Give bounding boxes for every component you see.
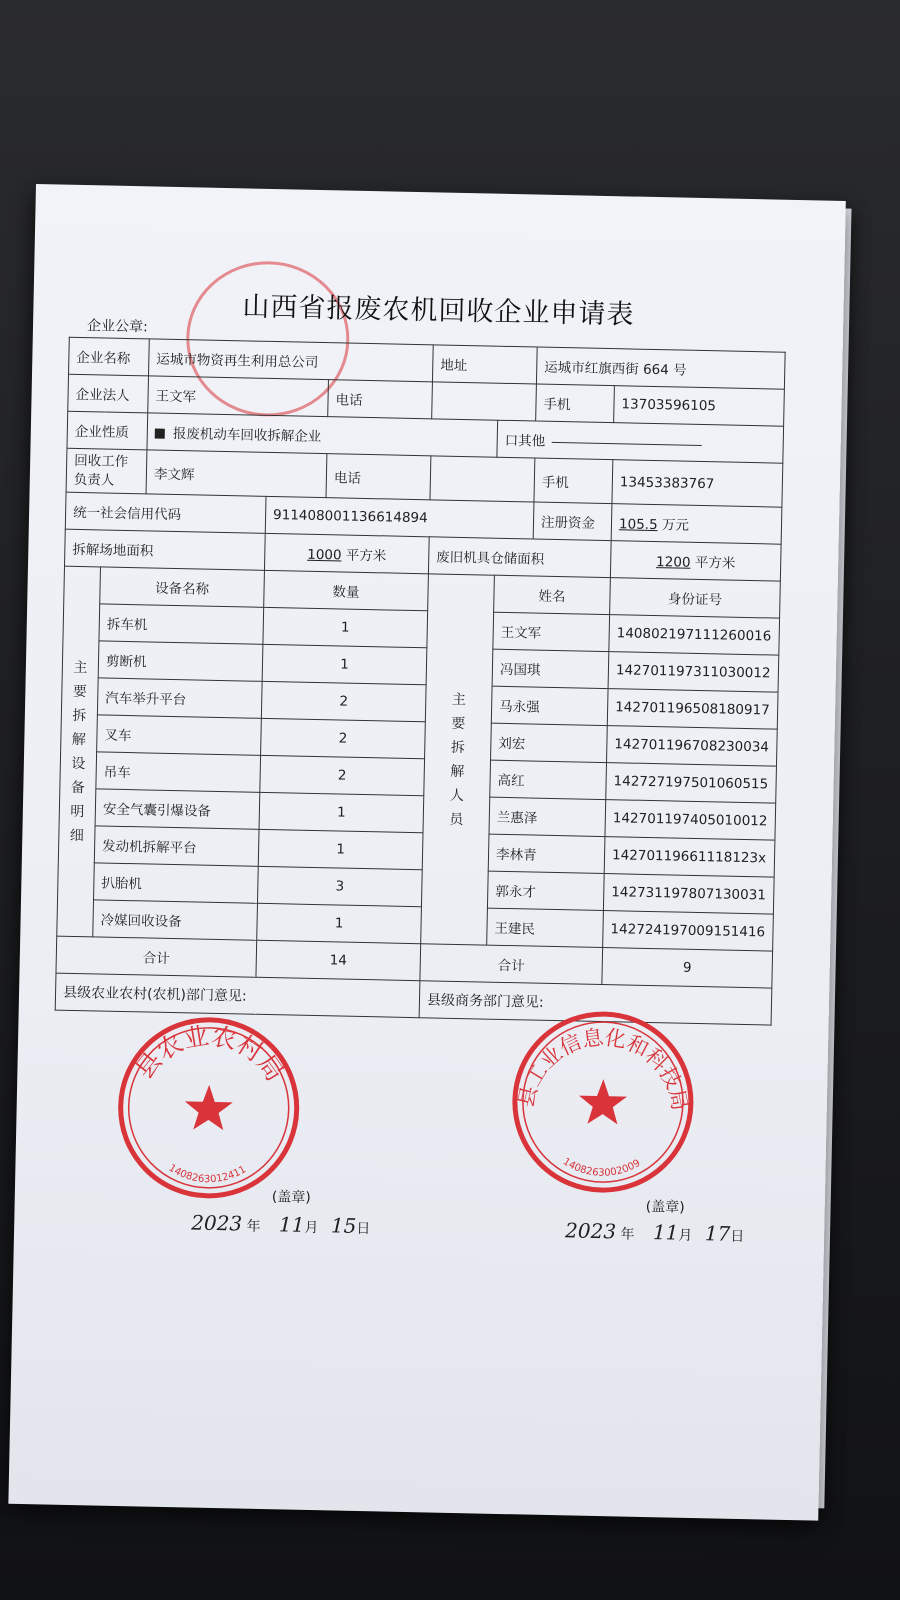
svg-text:县工业信息化和科技局: 县工业信息化和科技局 bbox=[513, 1025, 692, 1113]
personnel-name-cell: 刘宏 bbox=[491, 723, 608, 762]
equipment-qty-cell: 1 bbox=[263, 607, 428, 647]
leader-phone-value bbox=[430, 456, 535, 502]
agri-official-seal bbox=[112, 1011, 306, 1205]
capital-label: 注册资金 bbox=[533, 502, 612, 541]
personnel-name-cell: 王文军 bbox=[493, 612, 610, 651]
application-form-sheet bbox=[8, 184, 845, 1521]
other-blank-line bbox=[551, 441, 701, 445]
equipment-qty-cell: 1 bbox=[259, 792, 424, 832]
personnel-id-cell: 142724197009151416 bbox=[603, 911, 774, 952]
legal-person-value: 王文军 bbox=[148, 376, 329, 417]
nature-other-text: 口其他 bbox=[504, 432, 546, 450]
personnel-id-cell: 14270119661118123x bbox=[604, 837, 775, 878]
leader-mobile-label: 手机 bbox=[534, 458, 613, 504]
legal-mobile-label: 手机 bbox=[536, 384, 615, 423]
address-value: 运城市红旗西街 664 号 bbox=[536, 347, 785, 389]
agri-opinion-label: 县级农业农村(农机)部门意见: bbox=[62, 984, 247, 1005]
personnel-id-cell: 142701197311030012 bbox=[608, 652, 779, 693]
personnel-name-cell: 冯国琪 bbox=[492, 649, 609, 688]
equipment-qty-cell: 2 bbox=[260, 755, 425, 795]
legal-phone-label: 电话 bbox=[328, 380, 433, 419]
personnel-name-cell: 郭永才 bbox=[487, 871, 604, 910]
equipment-qty-cell: 2 bbox=[261, 681, 426, 721]
site-area-label: 拆解场地面积 bbox=[65, 529, 266, 570]
application-table bbox=[55, 337, 786, 1246]
address-label: 地址 bbox=[432, 345, 537, 384]
site-area-value: 1000 平方米 bbox=[264, 533, 429, 573]
equipment-name-cell: 扒胎机 bbox=[94, 863, 259, 903]
credit-code-value: 911408001136614894 bbox=[265, 496, 534, 539]
company-name-label: 企业名称 bbox=[69, 337, 150, 376]
nature-other-option bbox=[497, 420, 784, 463]
agri-stamp-note: (盖章) bbox=[271, 1189, 311, 1206]
equipment-section-label: 主 要 拆 解 设 备 明 细 bbox=[57, 566, 101, 937]
nature-checked-text: 报废机动车回收拆解企业 bbox=[172, 425, 322, 446]
storage-area-label: 废旧机具仓储面积 bbox=[428, 537, 611, 578]
equipment-total-value: 14 bbox=[256, 940, 421, 980]
equipment-name-cell: 汽车举升平台 bbox=[97, 678, 262, 718]
personnel-total-label: 合计 bbox=[420, 944, 603, 985]
commerce-stamp-note: (盖章) bbox=[645, 1198, 685, 1216]
leader-mobile-value: 13453383767 bbox=[612, 460, 783, 508]
personnel-id-header: 身份证号 bbox=[610, 578, 781, 619]
personnel-id-cell: 142731197807130031 bbox=[603, 874, 774, 915]
legal-mobile-value: 13703596105 bbox=[614, 386, 785, 427]
equipment-name-cell: 吊车 bbox=[96, 752, 261, 792]
equipment-name-cell: 剪断机 bbox=[98, 641, 263, 681]
credit-code-label: 统一社会信用代码 bbox=[65, 492, 266, 533]
legal-phone-value bbox=[432, 382, 537, 421]
commerce-opinion-label: 县级商务部门意见: bbox=[426, 992, 544, 1011]
personnel-id-cell: 142701196708230034 bbox=[607, 726, 778, 767]
equipment-name-cell: 发动机拆解平台 bbox=[94, 826, 259, 866]
personnel-id-cell: 142701197405010012 bbox=[605, 800, 776, 841]
equipment-name-cell: 安全气囊引爆设备 bbox=[95, 789, 260, 829]
commerce-opinion-cell bbox=[419, 981, 772, 1246]
equipment-qty-cell: 3 bbox=[257, 866, 422, 906]
leader-phone-label: 电话 bbox=[326, 454, 431, 500]
personnel-name-cell: 王建民 bbox=[487, 908, 604, 947]
personnel-total-value: 9 bbox=[602, 948, 773, 989]
equipment-qty-cell: 1 bbox=[262, 644, 427, 684]
equipment-qty-header: 数量 bbox=[264, 570, 429, 610]
personnel-name-cell: 李林青 bbox=[488, 834, 605, 873]
agri-date: 2023 年 11月 15日 bbox=[191, 1210, 371, 1238]
equipment-name-header: 设备名称 bbox=[100, 567, 265, 607]
form-title: 山西省报废农机回收企业申请表 bbox=[242, 291, 635, 331]
svg-text:1408263002009: 1408263002009 bbox=[560, 1156, 643, 1179]
commerce-date: 2023 年 11月 17日 bbox=[564, 1218, 745, 1246]
equipment-qty-cell: 1 bbox=[257, 903, 422, 943]
agri-opinion-cell bbox=[55, 973, 420, 1238]
storage-area-value: 1200 平方米 bbox=[610, 541, 781, 582]
equipment-name-cell: 冷媒回收设备 bbox=[93, 900, 258, 940]
personnel-name-cell: 马永强 bbox=[491, 686, 608, 725]
legal-person-label: 企业法人 bbox=[68, 374, 149, 413]
commerce-official-seal bbox=[506, 1005, 700, 1199]
personnel-id-cell: 142727197501060515 bbox=[606, 763, 777, 804]
company-name-value: 运城市物资再生利用总公司 bbox=[149, 339, 434, 382]
capital-value: 105.5 万元 bbox=[611, 504, 782, 545]
recycle-leader-label: 回收工作 负责人 bbox=[66, 448, 147, 494]
equipment-name-cell: 拆车机 bbox=[99, 604, 264, 644]
personnel-name-cell: 兰惠泽 bbox=[489, 797, 606, 836]
svg-text:1408263012411: 1408263012411 bbox=[166, 1162, 249, 1186]
checked-box-icon bbox=[155, 429, 165, 439]
equipment-qty-cell: 1 bbox=[258, 829, 423, 869]
recycle-leader-value: 李文辉 bbox=[146, 450, 327, 498]
equipment-qty-cell: 2 bbox=[261, 718, 426, 758]
personnel-name-header: 姓名 bbox=[494, 575, 611, 614]
svg-text:县农业农村局: 县农业农村局 bbox=[129, 1021, 290, 1087]
equipment-name-cell: 叉车 bbox=[97, 715, 262, 755]
personnel-name-cell: 高红 bbox=[490, 760, 607, 799]
personnel-section-label: 主 要 拆 解 人 员 bbox=[421, 574, 495, 945]
personnel-id-cell: 140802197111260016 bbox=[609, 615, 780, 656]
company-seal-label: 企业公章: bbox=[86, 318, 148, 336]
company-nature-label: 企业性质 bbox=[67, 411, 148, 450]
equipment-total-label: 合计 bbox=[56, 936, 257, 977]
personnel-id-cell: 142701196508180917 bbox=[607, 689, 778, 730]
